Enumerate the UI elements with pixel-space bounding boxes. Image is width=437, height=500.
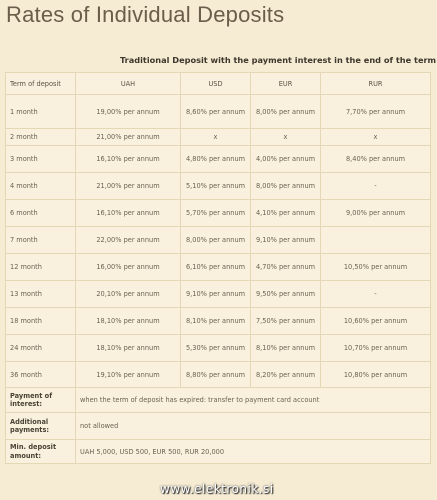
table-row — [6, 146, 431, 173]
cell-rur — [321, 227, 431, 254]
cell-term: 24 month — [6, 335, 76, 362]
cell-term: 2 month — [6, 129, 76, 146]
cell-usd: 6,10% per annum — [181, 254, 251, 281]
header-usd: USD — [181, 73, 251, 95]
cell-rur: 10,60% per annum — [321, 308, 431, 335]
table-row — [6, 335, 431, 362]
cell-term: 13 month — [6, 281, 76, 308]
table-row — [6, 200, 431, 227]
cell-rur: - — [321, 173, 431, 200]
cell-rur: x — [321, 129, 431, 146]
cell-eur: 8,00% per annum — [251, 173, 321, 200]
cell-rur: 10,80% per annum — [321, 362, 431, 388]
cell-uah: 16,10% per annum — [76, 200, 181, 227]
cell-eur: 4,70% per annum — [251, 254, 321, 281]
cell-term: 18 month — [6, 308, 76, 335]
cell-usd: 8,60% per annum — [181, 95, 251, 129]
table-row — [6, 254, 431, 281]
table-row — [6, 308, 431, 335]
min-deposit-label: Min. deposit amount: — [6, 440, 76, 464]
cell-uah: 22,00% per annum — [76, 227, 181, 254]
table-header-row — [6, 73, 431, 95]
cell-usd: 5,10% per annum — [181, 173, 251, 200]
deposit-rates-table — [5, 72, 431, 464]
cell-term: 7 month — [6, 227, 76, 254]
cell-term: 36 month — [6, 362, 76, 388]
cell-eur: x — [251, 129, 321, 146]
table-subtitle: Traditional Deposit with the payment interest in the end of the term — [120, 55, 437, 65]
watermark: www.elektronik.si — [160, 482, 274, 496]
cell-usd: 9,10% per annum — [181, 281, 251, 308]
additional-payments-row — [6, 413, 431, 440]
payment-value: when the term of deposit has expired: transfer to payment card account — [76, 388, 431, 413]
cell-uah: 16,00% per annum — [76, 254, 181, 281]
cell-uah: 20,10% per annum — [76, 281, 181, 308]
header-eur: EUR — [251, 73, 321, 95]
cell-rur: - — [321, 281, 431, 308]
cell-rur: 10,70% per annum — [321, 335, 431, 362]
cell-usd: 8,80% per annum — [181, 362, 251, 388]
cell-uah: 18,10% per annum — [76, 308, 181, 335]
cell-usd: 8,10% per annum — [181, 308, 251, 335]
cell-term: 4 month — [6, 173, 76, 200]
table-row — [6, 129, 431, 146]
table-row — [6, 362, 431, 388]
cell-usd: x — [181, 129, 251, 146]
cell-rur: 7,70% per annum — [321, 95, 431, 129]
cell-uah: 18,10% per annum — [76, 335, 181, 362]
cell-rur: 9,00% per annum — [321, 200, 431, 227]
header-rur: RUR — [321, 73, 431, 95]
cell-uah: 21,00% per annum — [76, 173, 181, 200]
cell-eur: 8,20% per annum — [251, 362, 321, 388]
cell-eur: 9,50% per annum — [251, 281, 321, 308]
cell-eur: 8,00% per annum — [251, 95, 321, 129]
cell-rur: 10,50% per annum — [321, 254, 431, 281]
payment-of-interest-row — [6, 388, 431, 413]
min-deposit-value: UAH 5,000, USD 500, EUR 500, RUR 20,000 — [76, 440, 431, 464]
payment-label: Payment of interest: — [6, 388, 76, 413]
table-row — [6, 173, 431, 200]
header-uah: UAH — [76, 73, 181, 95]
cell-uah: 21,00% per annum — [76, 129, 181, 146]
table-row — [6, 281, 431, 308]
cell-eur: 7,50% per annum — [251, 308, 321, 335]
page-title: Rates of Individual Deposits — [6, 2, 285, 27]
cell-eur: 4,00% per annum — [251, 146, 321, 173]
cell-eur: 4,10% per annum — [251, 200, 321, 227]
additional-label: Additional payments: — [6, 413, 76, 440]
header-term: Term of deposit — [6, 73, 76, 95]
additional-value: not allowed — [76, 413, 431, 440]
cell-term: 1 month — [6, 95, 76, 129]
table-row — [6, 95, 431, 129]
cell-eur: 8,10% per annum — [251, 335, 321, 362]
min-deposit-row — [6, 440, 431, 464]
cell-term: 12 month — [6, 254, 76, 281]
table-row — [6, 227, 431, 254]
cell-usd: 5,70% per annum — [181, 200, 251, 227]
cell-usd: 8,00% per annum — [181, 227, 251, 254]
cell-term: 6 month — [6, 200, 76, 227]
cell-usd: 4,80% per annum — [181, 146, 251, 173]
cell-uah: 16,10% per annum — [76, 146, 181, 173]
cell-term: 3 month — [6, 146, 76, 173]
cell-eur: 9,10% per annum — [251, 227, 321, 254]
cell-uah: 19,00% per annum — [76, 95, 181, 129]
cell-usd: 5,30% per annum — [181, 335, 251, 362]
cell-rur: 8,40% per annum — [321, 146, 431, 173]
cell-uah: 19,10% per annum — [76, 362, 181, 388]
